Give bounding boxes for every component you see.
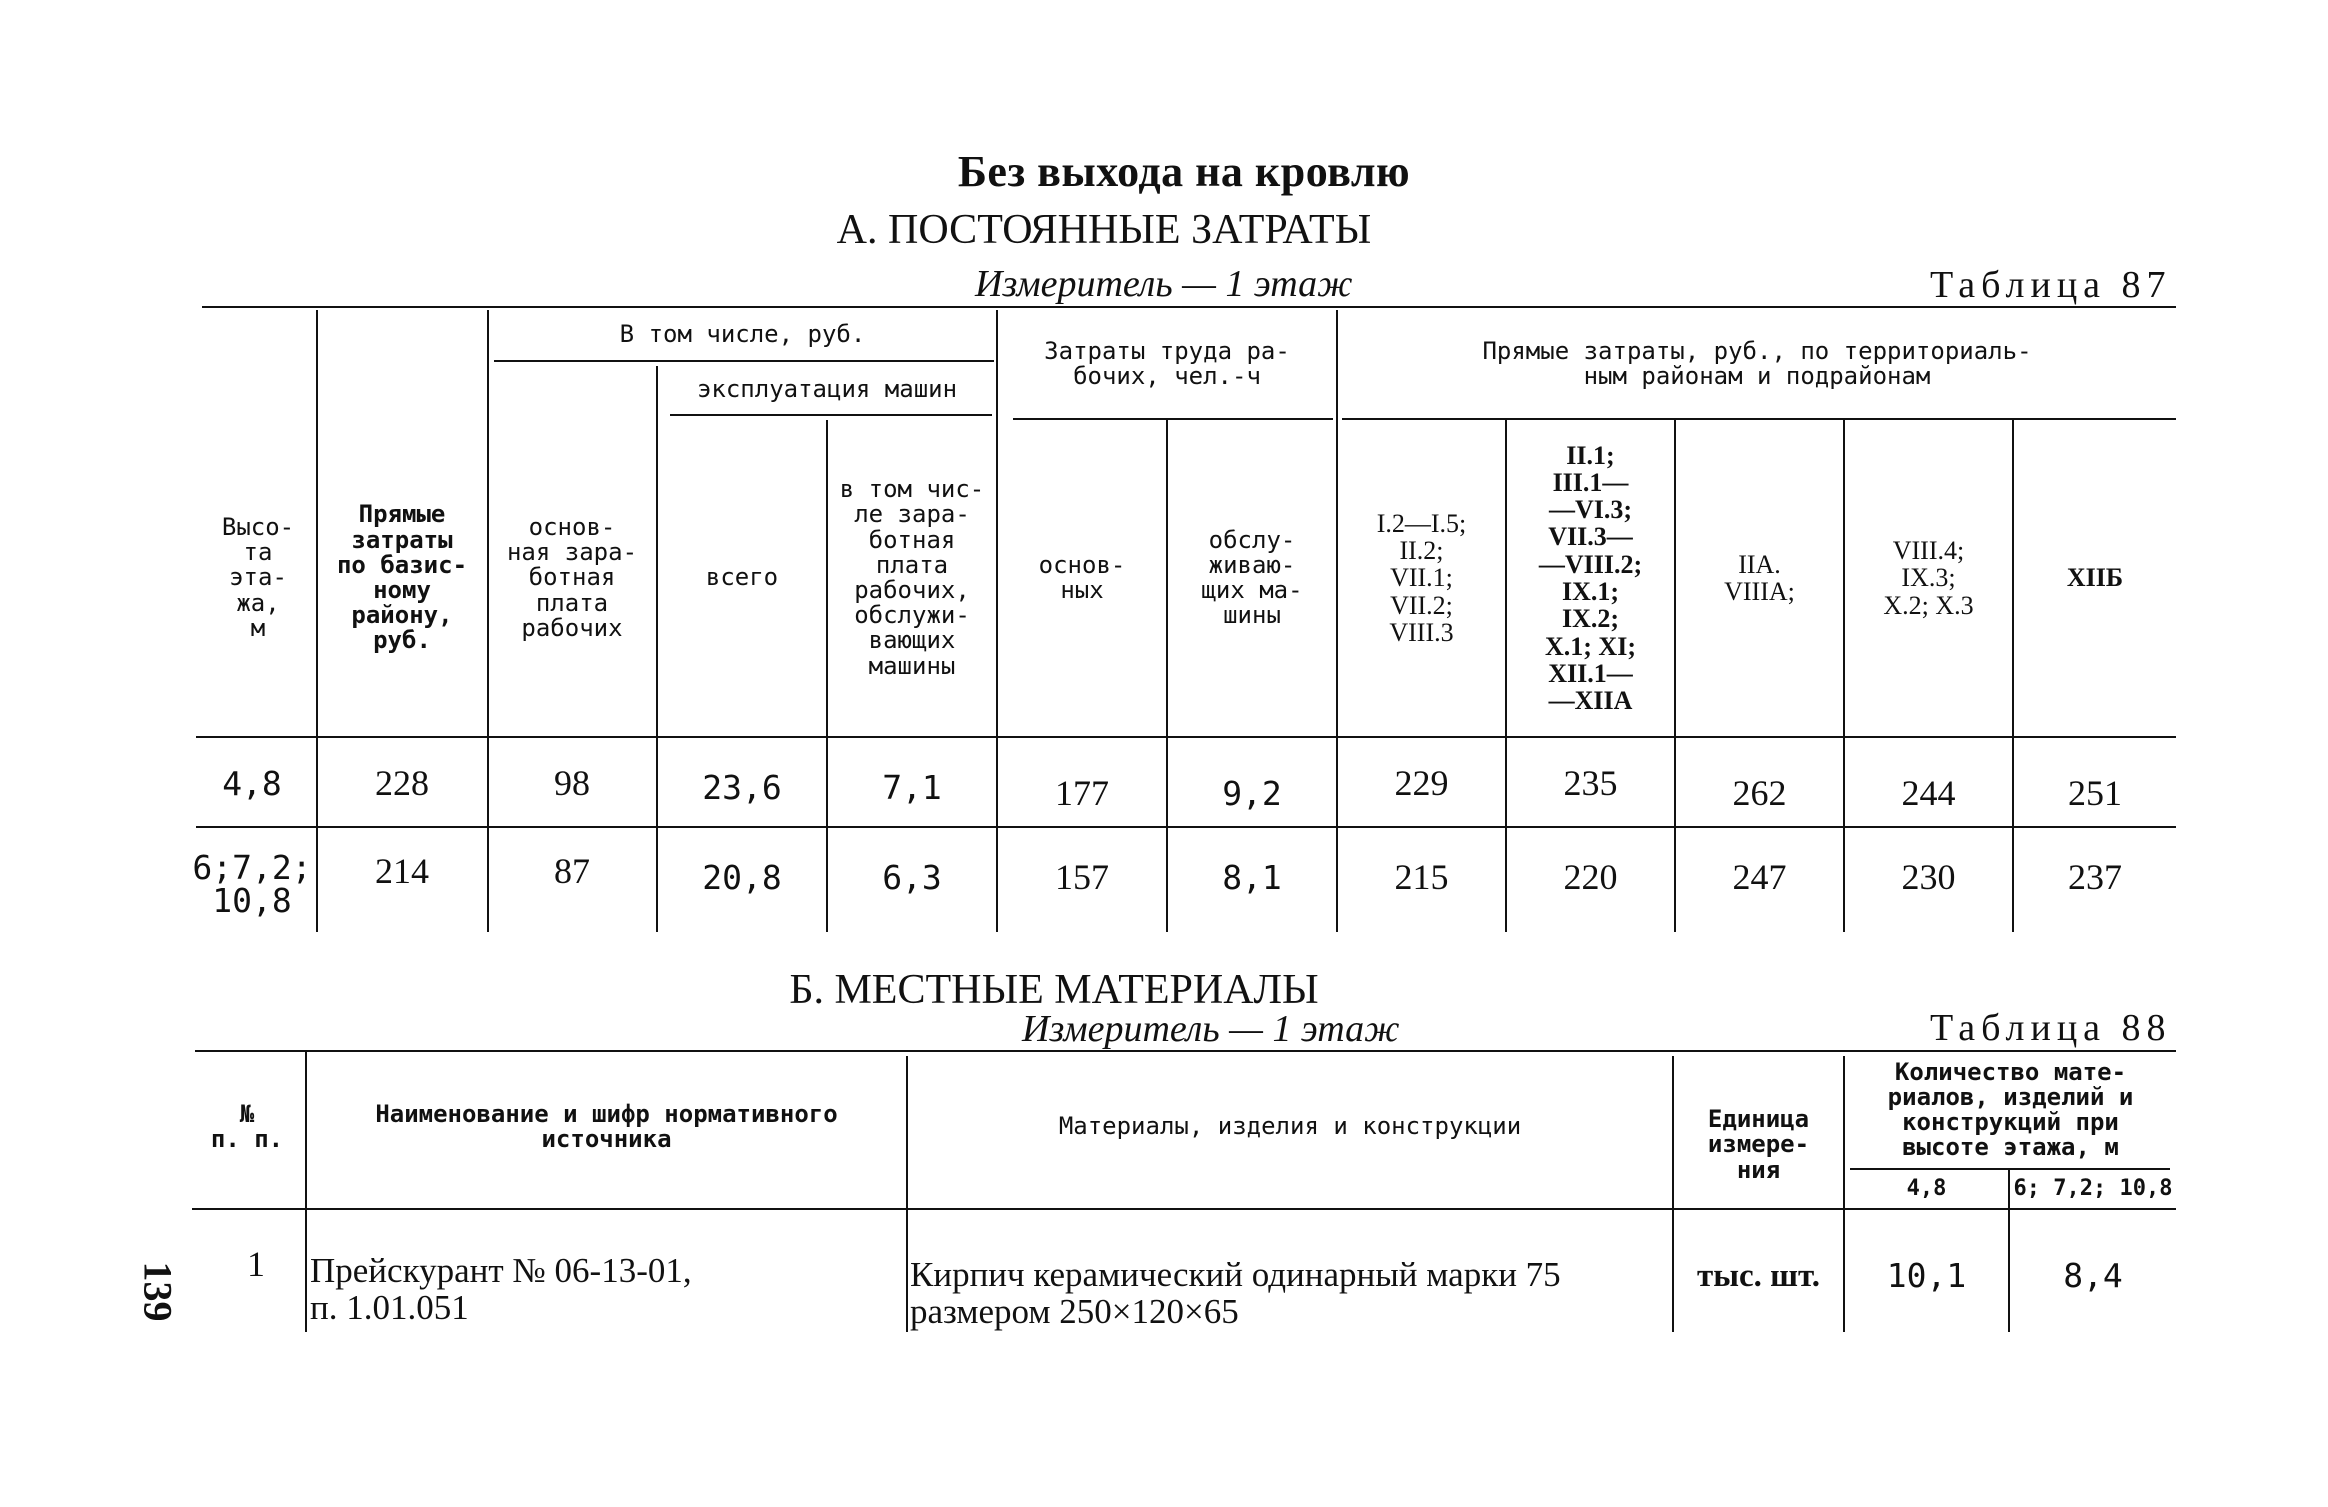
rule-header-bottom (192, 1208, 2176, 1210)
row-q1: 10,1 (1886, 1255, 1967, 1295)
header-region-2: II.1; III.1— —VI.3; VII.3— —VIII.2; IX.1; IX.2; X.1; XI; XII.1— —XIIA (1538, 440, 1643, 716)
header-machine-total: всего (705, 563, 779, 592)
row-source: Прейскурант № 06-13-01, п. 1.01.051 (310, 1251, 692, 1327)
row2-base-wage: 87 (554, 851, 590, 892)
section-b-title: Б. МЕСТНЫЕ МАТЕРИАЛЫ (789, 967, 1319, 1013)
header-unit: Единица измере- ния (1707, 1105, 1810, 1184)
section-a-title: А. ПОСТОЯННЫЕ ЗАТРАТЫ (836, 207, 1372, 253)
header-region-3: IIA. VIIIA; (1724, 549, 1795, 606)
row-material: Кирпич керамический одинарный марки 75 размером 250×120×65 (910, 1255, 1561, 1331)
header-height: Высо- та эта- жа, м (221, 513, 295, 642)
header-labor: Затраты труда ра- бочих, чел.-ч (1044, 336, 1290, 390)
header-q1: 4,8 (1906, 1176, 1947, 1202)
row2-region-4: 230 (1901, 857, 1956, 898)
row1-direct-base: 228 (375, 763, 429, 804)
row2-machine-total: 20,8 (702, 857, 782, 897)
header-machine-wage: в том чис- ле зара- ботная плата рабочих, обслужи- вающих машины (839, 475, 985, 680)
header-regions: Прямые затраты, руб., по территориаль- ным районам и подрайонам (1482, 336, 2032, 390)
row2-labor-service: 8,1 (1222, 857, 1282, 897)
header-region-4: VIII.4; IX.3; X.2; X.3 (1883, 536, 1974, 620)
row2-region-5: 237 (2068, 857, 2122, 898)
header-q2: 6; 7,2; 10,8 (2013, 1176, 2173, 1202)
row2-region-2: 220 (1563, 857, 1618, 898)
header-materials: Материалы, изделия и конструкции (1058, 1112, 1522, 1141)
row-q2: 8,4 (2063, 1255, 2123, 1295)
header-source: Наименование и шифр нормативного источника (375, 1099, 838, 1153)
row1-region-2: 235 (1563, 763, 1618, 804)
row1-height: 4,8 (222, 763, 282, 803)
header-labor-service: обслу- живаю- щих ма- шины (1201, 525, 1303, 630)
row1-machine-wage: 7,1 (882, 767, 942, 807)
row2-labor-main: 157 (1055, 857, 1109, 898)
section-b-meter: Измеритель — 1 этаж (1022, 1008, 1400, 1050)
header-base-wage: основ- ная зара- ботная плата рабочих (506, 513, 638, 642)
header-region-5: XIIБ (2066, 563, 2124, 593)
header-direct-base: Прямые затраты по базис- ному району, руб. (336, 500, 468, 655)
row1-base-wage: 98 (554, 763, 590, 804)
header-quantity: Количество мате- риалов, изделий и конструкций при высоте этажа, м (1887, 1057, 2134, 1162)
table-88-label: Таблица 88 (1930, 1007, 2172, 1049)
table-87-top-rule (202, 306, 2176, 308)
row1-labor-main: 177 (1055, 773, 1109, 814)
header-machine-op: эксплуатация машин (696, 375, 958, 404)
row1-region-1: 229 (1394, 763, 1449, 804)
row2-region-1: 215 (1394, 857, 1449, 898)
table-87-label: Таблица 87 (1930, 264, 2172, 306)
row2-direct-base: 214 (375, 851, 429, 892)
row2-machine-wage: 6,3 (882, 857, 942, 897)
page-number: 139 (135, 1261, 181, 1322)
page-title: Без выхода на кровлю (957, 147, 1411, 196)
row1-region-5: 251 (2068, 773, 2122, 814)
row1-region-3: 262 (1732, 773, 1787, 814)
row2-height: 6;7,2; 10,8 (192, 848, 312, 920)
section-a-meter: Измеритель — 1 этаж (975, 263, 1353, 305)
header-labor-main: основ- ных (1038, 550, 1126, 604)
row2-region-3: 247 (1732, 857, 1787, 898)
rule-machine (670, 414, 992, 416)
row-unit: тыс. шт. (1697, 1257, 1820, 1294)
row1-region-4: 244 (1901, 773, 1956, 814)
row1-labor-service: 9,2 (1222, 773, 1282, 813)
header-num: № п. п. (210, 1099, 284, 1153)
rule-incl (494, 360, 994, 362)
row1-machine-total: 23,6 (702, 767, 782, 807)
row-num: 1 (247, 1244, 265, 1285)
header-region-1: I.2—I.5; II.2; VII.1; VII.2; VIII.3 (1376, 508, 1467, 647)
header-incl-rub: В том числе, руб. (619, 320, 866, 349)
rule-header-bottom (196, 736, 2176, 738)
